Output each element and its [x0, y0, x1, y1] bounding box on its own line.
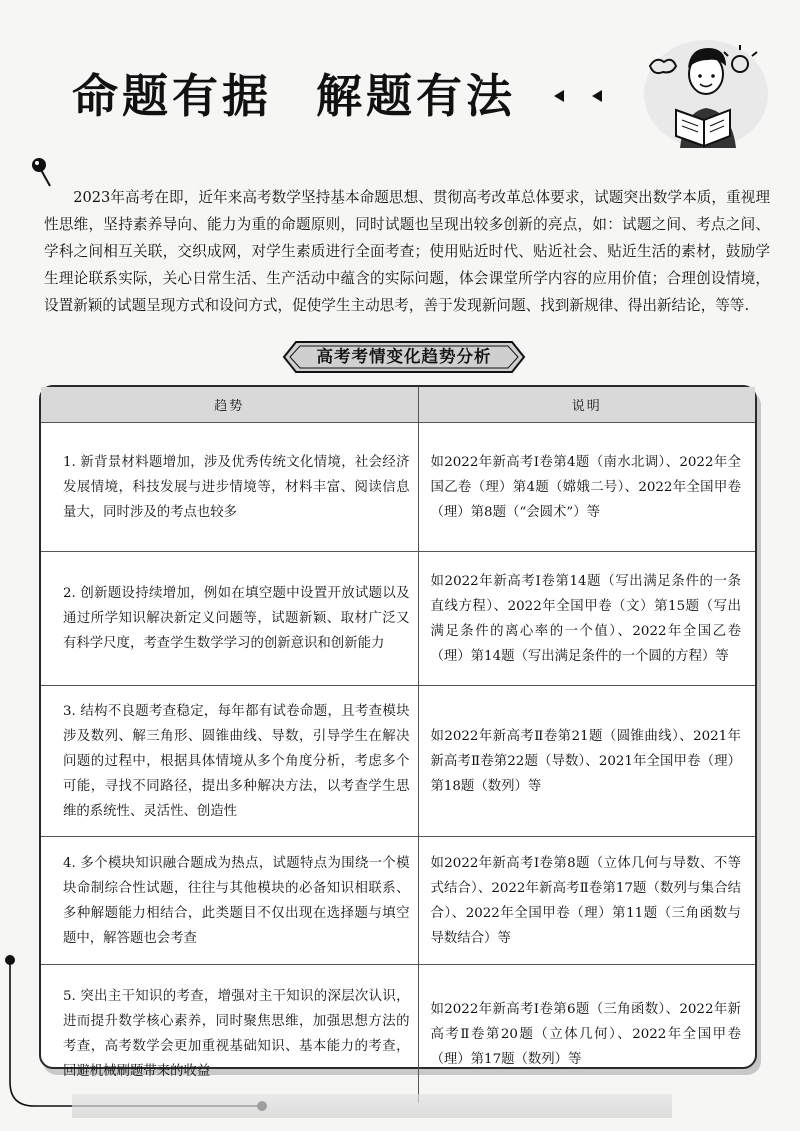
description-cell: 如2022年新高考Ⅰ卷第14题（写出满足条件的一条直线方程）、2022年全国甲卷（文）第15题（写出满足条件的离心率的一个值）、2022年全国乙卷（理）第14题（写出满足条件的一个圆的方程）等: [418, 552, 755, 686]
arrow-left-icon: [552, 86, 622, 106]
description-cell: 如2022年新高考Ⅰ卷第4题（南水北调）、2022年全国乙卷（理）第4题（嫦娥二号）、2022年全国甲卷（理）第8题（“会圆术”）等: [418, 423, 755, 552]
table-row: [41, 686, 755, 837]
description-cell: 如2022年新高考Ⅰ卷第6题（三角函数）、2022年新高考Ⅱ卷第20题（立体几何）、2022年全国甲卷（理）第17题（数列）等: [418, 965, 755, 1104]
trend-cell: 2. 创新题设持续增加，例如在填空题中设置开放试题以及通过所学知识解决新定义问题等，试题新颖、取材广泛又有科学尺度，考查学生数学学习的创新意识和创新能力: [41, 552, 418, 686]
footer-strip: [72, 1094, 672, 1118]
table-row: [41, 837, 755, 965]
column-header-description: 说明: [418, 387, 755, 423]
page-title: [72, 60, 516, 126]
trend-cell: 1. 新背景材料题增加，涉及优秀传统文化情境，社会经济发展情境，科技发展与进步情境等，材料丰富、阅读信息量大，同时涉及的考点也较多: [41, 423, 418, 552]
table-row: [41, 552, 755, 686]
title-part-2: 解题有法: [316, 69, 516, 123]
intro-paragraph: 2023年高考在即，近年来高考数学坚持基本命题思想、贯彻高考改革总体要求，试题突出数学本质，重视理性思维，坚持素养导向、能力为重的命题原则，同时试题也呈现出较多创新的亮点，如：试题之间、考点之间、学科之间相互关联，交织成网，对学生素质进行全面考查；使用贴近时代、贴近社会、贴近生活的素材，鼓励学生理论联系实际，关心日常生活、生产活动中蕴含的实际问题，体会课堂所学内容的应用价值；合理创设情境，设置新颖的试题呈现方式和设问方式，促使学生主动思考，善于发现新问题、找到新规律、得出新结论，等等.: [44, 189, 770, 314]
column-header-trend: 趋势: [41, 387, 418, 423]
description-cell: 如2022年新高考Ⅰ卷第8题（立体几何与导数、不等式结合）、2022年新高考Ⅱ卷第17题（数列与集合结合）、2022年全国甲卷（理）第11题（三角函数与导数结合）等: [418, 837, 755, 965]
section-title: 高考考情变化趋势分析: [316, 347, 492, 366]
section-banner: [282, 340, 526, 374]
reading-boy-icon: [636, 28, 776, 156]
description-cell: 如2022年新高考Ⅱ卷第21题（圆锥曲线）、2021年新高考Ⅱ卷第22题（导数）、2021年全国甲卷（理）第18题（数列）等: [418, 686, 755, 837]
trend-cell: 5. 突出主干知识的考查，增强对主干知识的深层次认识，进而提升数学核心素养，同时聚焦思维，加强思想方法的考查，高考数学会更加重视基础知识、基本能力的考查，回避机械刷题带来的收益: [41, 965, 418, 1104]
table-row: [41, 423, 755, 552]
trend-cell: 4. 多个模块知识融合题成为热点，试题特点为围绕一个模块命制综合性试题，往往与其他模块的必备知识相联系、多种解题能力相结合，此类题目不仅出现在选择题与填空题中，解答题也会考查: [41, 837, 418, 965]
title-part-1: 命题有据: [72, 69, 272, 123]
trend-cell: 3. 结构不良题考查稳定，每年都有试卷命题，且考查模块涉及数列、解三角形、圆锥曲线、导数，引导学生在解决问题的过程中，根据具体情境从多个角度分析，考虑多个可能，寻找不同路径，提出多种解决方法，以考查学生思维的系统性、灵活性、创造性: [41, 686, 418, 837]
table-header-row: [41, 387, 755, 423]
